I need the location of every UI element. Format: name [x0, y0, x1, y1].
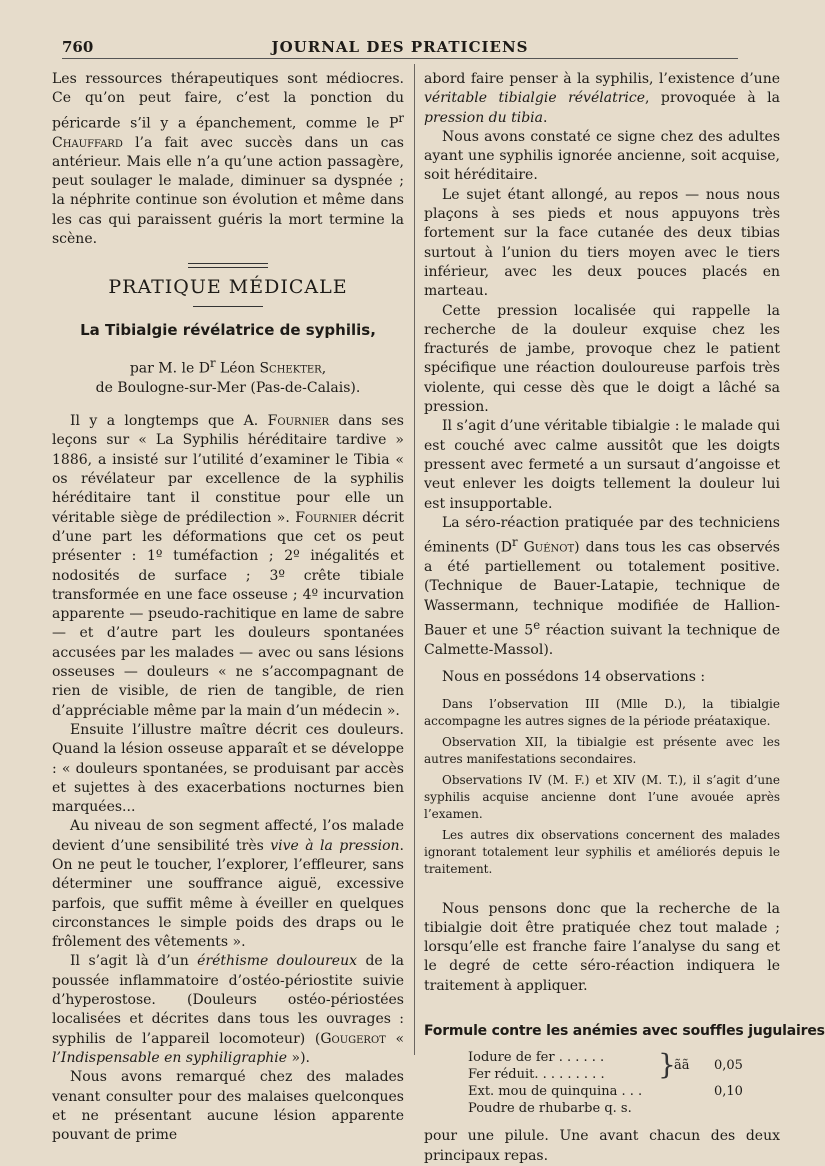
single-rule	[193, 306, 263, 307]
author-name: Chauffard	[52, 134, 123, 151]
paragraph: Les ressources thérapeutiques sont médiocres. Ce qu’on peut faire, c’est la ponction du péricarde s’il y a épanchement, comme le $P^r$ Chauffard l’a fait avec succès dans un cas antérieur. Mais elle n’a qu’une action passagère, peut soulager le malade, diminuer sa dyspnée ; la néphrite continue son évolution et même dans les cas qui paraissent guéris la mort termine la scène.	[52, 71, 404, 248]
paragraph: Il s’agit là d’un éréthisme douloureux de la poussée inflammatoire d’ostéo-périostite suivie d’hyperostose. (Douleurs ostéo-périostées localisées et décrites dans tous les ouvrages : syphilis de l’appareil locomoteur) (Gougerot « l’Indispensable en syphiligraphie »).	[52, 953, 405, 1066]
journal-title: JOURNAL DES PRATICIENS	[271, 38, 529, 56]
byline-location: de Boulogne-sur-Mer (Pas-de-Calais).	[95, 379, 361, 396]
paragraph: Nous avons constaté ce signe chez des adultes ayant une syphilis ignorée ancienne, soit acquise, soit héréditaire.	[424, 128, 780, 184]
double-rule	[188, 263, 268, 268]
column-divider	[414, 64, 415, 1055]
brace: }	[658, 1048, 676, 1082]
ingredient: Ext. mou de quinquina . . .	[468, 1084, 643, 1100]
article-title: La Tibialgie révélatrice de syphilis,	[80, 320, 376, 339]
observation-note: Les autres dix observations concernent des malades ignorant totalement leur syphilis et améliorés depuis le traitement.	[424, 827, 780, 876]
formula-title: Formule contre les anémies avec souffles jugulaires	[424, 1023, 825, 1039]
byline: par M. le $D^r$ Léon Schekter,	[129, 355, 327, 377]
observation-note: Observation XII, la tibialgie est présente avec les autres manifestations secondaires.	[424, 734, 780, 766]
paragraph: pour une pilule. Une avant chacun des deux principaux repas.	[424, 1128, 780, 1164]
ingredient: Poudre de rhubarbe q. s.	[468, 1101, 632, 1117]
running-header	[62, 36, 738, 59]
observation-note: Observations IV (M. F.) et XIV (M. T.), il s’agit d’une syphilis acquise ancienne dont l’une avouée après l’examen.	[424, 772, 780, 821]
paragraph: Au niveau de son segment affecté, l’os malade devient d’une sensibilité très vive à la pression. On ne peut le toucher, l’explorer, l’effleurer, sans déterminer une souffrance aiguë, excessive parfois, que suffit même à éveiller en quelques circonstances le simple poids des draps ou le frôlement des vêtements ».	[52, 818, 404, 951]
paragraph: Nous avons remarqué chez des malades venant consulter pour des malaises quelconques et ne présentant aucune lésion apparente pouvant de prime	[52, 1069, 404, 1144]
section-title: PRATIQUE MÉDICALE	[108, 276, 348, 299]
paragraph: Nous pensons donc que la recherche de la tibialgie doit être pratiquée chez tout malade ; lorsqu’elle est franche faire l’analyse du sang et le degré de cette séro-réaction indiquera le traitement à appliquer.	[424, 900, 780, 994]
dose: 0,10	[714, 1084, 743, 1100]
ana-mark: ãã	[674, 1058, 690, 1074]
prescription	[424, 1049, 780, 1127]
page-number: 760	[62, 38, 94, 56]
paragraph: Cette pression localisée qui rappelle la recherche de la douleur exquise chez les fracturés de jambe, provoque chez le patient spécifique une réaction douloureuse parfois très violente, qui cesse dès que le doigt a lâché sa pression.	[424, 302, 780, 416]
observation-note: Dans l’observation III (Mlle D.), la tibialgie accompagne les autres signes de la période préataxique.	[424, 696, 780, 728]
paragraph: Il s’agit d’une véritable tibialgie : le malade qui est couché avec calme aussitôt que les doigts pressent avec fermeté a un sursaut d’angoisse et veut enlever les doigts tellement la douleur lui est insupportable.	[424, 418, 780, 512]
paragraph: Il y a longtemps que A. Fournier dans ses leçons sur « La Syphilis héréditaire tardive » 1886, a insisté sur l’utilité d’examiner le Tibia « os révélateur par excellence de la syphilis héréditaire tant il constitue pour elle un véritable siège de prédilection ». Fournier décrit d’une part les déformations que cet os peut présenter : 1º tuméfaction ; 2º inégalités et nodosités de surface ; 3º crête tibiale transformée en une face osseuse ; 4º incurvation apparente — pseudo-rachitique en lame de sabre — et d’autre part les douleurs spontanées accusées par les malades — avec ou sans lésions osseuses — douleurs « ne s’accompagnant de rien de visible, de rien de tangible, de rien d’appréciable même par la main d’un médecin ».	[52, 413, 404, 719]
paragraph: Le sujet étant allongé, au repos — nous nous plaçons à ses pieds et nous appuyons très fortement sur la face cutanée des deux tibias surtout à l’union du tiers moyen avec le tiers inférieur, avec les deux pouces placés en marteau.	[424, 186, 780, 300]
paragraph: Ensuite l’illustre maître décrit ces douleurs. Quand la lésion osseuse apparaît et se développe : « douleurs spontanées, se produisant par accès et sujettes à des exacerbations nocturnes bien marquées...	[52, 721, 404, 816]
ingredient: Iodure de fer . . . . . .	[468, 1050, 605, 1066]
right-column	[424, 70, 825, 1164]
ingredient: Fer réduit. . . . . . . . .	[468, 1067, 605, 1083]
paragraph: abord faire penser à la syphilis, l’existence d’une véritable tibialgie révélatrice, provoquée à la pression du tibia.	[424, 71, 780, 126]
paragraph: La séro-réaction pratiquée par des techniciens éminents ($D^r$ Guénot) dans tous les cas observés a été partiellement ou totalement positive. (Technique de Bauer-Latapie, technique de Wassermann, technique modifiée de Hallion-Bauer et une 5e réaction suivant la technique de Calmette-Massol).	[424, 514, 781, 658]
left-column	[52, 70, 405, 1144]
dose: 0,05	[714, 1058, 743, 1074]
paragraph: Nous en possédons 14 observations :	[442, 669, 706, 686]
